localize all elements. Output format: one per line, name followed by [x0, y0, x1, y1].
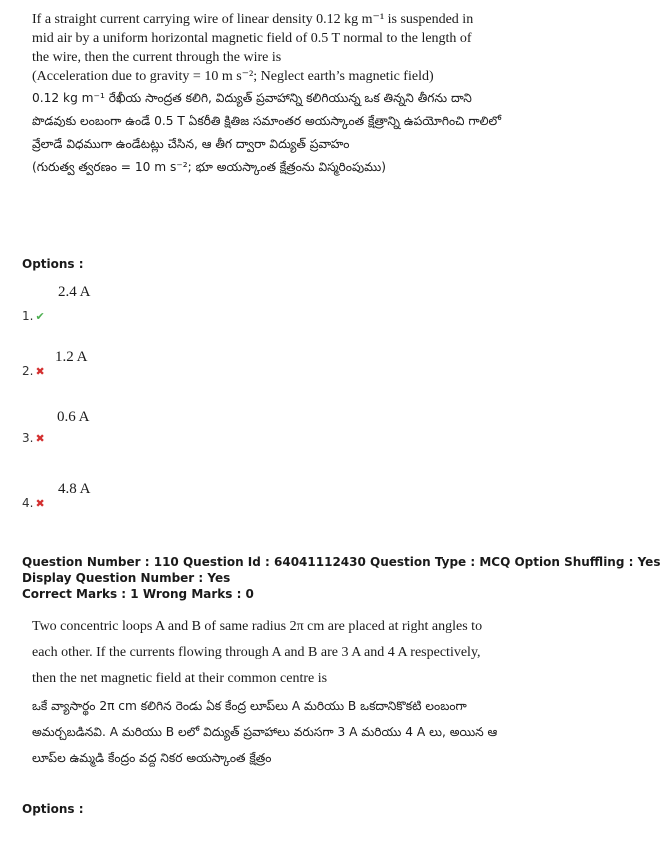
question-meta-line: Question Number : 110 Question Id : 64041112430 Question Type : MCQ Option Shuffling : Yes: [22, 555, 660, 569]
question-en-line: each other. If the currents flowing through A and B are 3 A and 4 A respectively,: [32, 645, 481, 660]
question-en-line: then the net magnetic field at their common centre is: [32, 671, 328, 686]
question-meta-line: Correct Marks : 1 Wrong Marks : 0: [22, 587, 254, 601]
question-te-line: ఒకే వ్యాసార్థం 2π cm కలిగిన రెండు ఏక కేంద్ర లూప్‌లు A మరియు B ఒకదానికొకటి లంబంగా: [32, 699, 467, 713]
question-meta-line: Display Question Number : Yes: [22, 571, 231, 585]
option-number-text: 1.: [22, 309, 34, 323]
options-label: Options :: [22, 802, 84, 816]
option-number-text: 4.: [22, 496, 34, 510]
question-en-line: (Acceleration due to gravity = 10 m s⁻²; Neglect earth’s magnetic field): [32, 69, 434, 84]
question-en-line: Two concentric loops A and B of same radius 2π cm are placed at right angles to: [32, 619, 483, 634]
option-4-number: [22, 496, 45, 510]
option-number-text: 2.: [22, 364, 34, 378]
question-en-line: mid air by a uniform horizontal magnetic field of 0.5 T normal to the length of: [32, 31, 472, 46]
check-icon: ✔: [35, 310, 45, 323]
cross-icon: ✖: [35, 432, 45, 445]
option-2-value: 1.2 A: [55, 349, 88, 365]
question-en-line: the wire, then the current through the wire is: [32, 50, 282, 65]
question-te-line: అమర్చబడినవి. A మరియు B లలో విద్యుత్ ప్రవాహాలు వరుసగా 3 A మరియు 4 A లు, అయిన ఆ: [32, 725, 498, 739]
option-number-text: 3.: [22, 431, 34, 445]
options-label: Options :: [22, 257, 84, 271]
option-3-number: [22, 431, 45, 445]
option-4-value: 4.8 A: [58, 481, 91, 497]
cross-icon: ✖: [35, 497, 45, 510]
question-te-line: లూప్‌ల ఉమ్మడి కేంద్రం వద్ద నికర అయస్కాంత క్షేత్రం: [32, 751, 272, 765]
option-3-value: 0.6 A: [57, 409, 90, 425]
option-1-value: 2.4 A: [58, 284, 91, 300]
question-110-text: [32, 614, 572, 770]
question-en-line: If a straight current carrying wire of linear density 0.12 kg m⁻¹ is suspended in: [32, 12, 474, 27]
question-te-line: 0.12 kg m⁻¹ రేఖీయ సాంద్రత కలిగి, విద్యుత్ ప్రవాహాన్ని కలిగియున్న ఒక తిన్నని తీగను దాని: [32, 91, 472, 105]
question-te-line: వ్రేలాడే విధముగా ఉండేటట్లు చేసిన, ఆ తీగ ద్వారా విద్యుత్ ప్రవాహం: [32, 137, 350, 151]
option-2-number: [22, 364, 45, 378]
question-meta: [22, 554, 660, 602]
question-109-text: [32, 10, 572, 178]
question-te-line: పొడవుకు లంబంగా ఉండే 0.5 T ఏకరీతి క్షితిజ సమాంతర అయస్కాంత క్షేత్రాన్ని ఉపయోగించి గాలిలో: [32, 114, 502, 128]
option-1-number: [22, 309, 45, 323]
question-te-line: (గురుత్వ త్వరణం = 10 m s⁻²; భూ అయస్కాంత క్షేత్రంను విస్మరింపుము): [32, 160, 386, 174]
cross-icon: ✖: [35, 365, 45, 378]
